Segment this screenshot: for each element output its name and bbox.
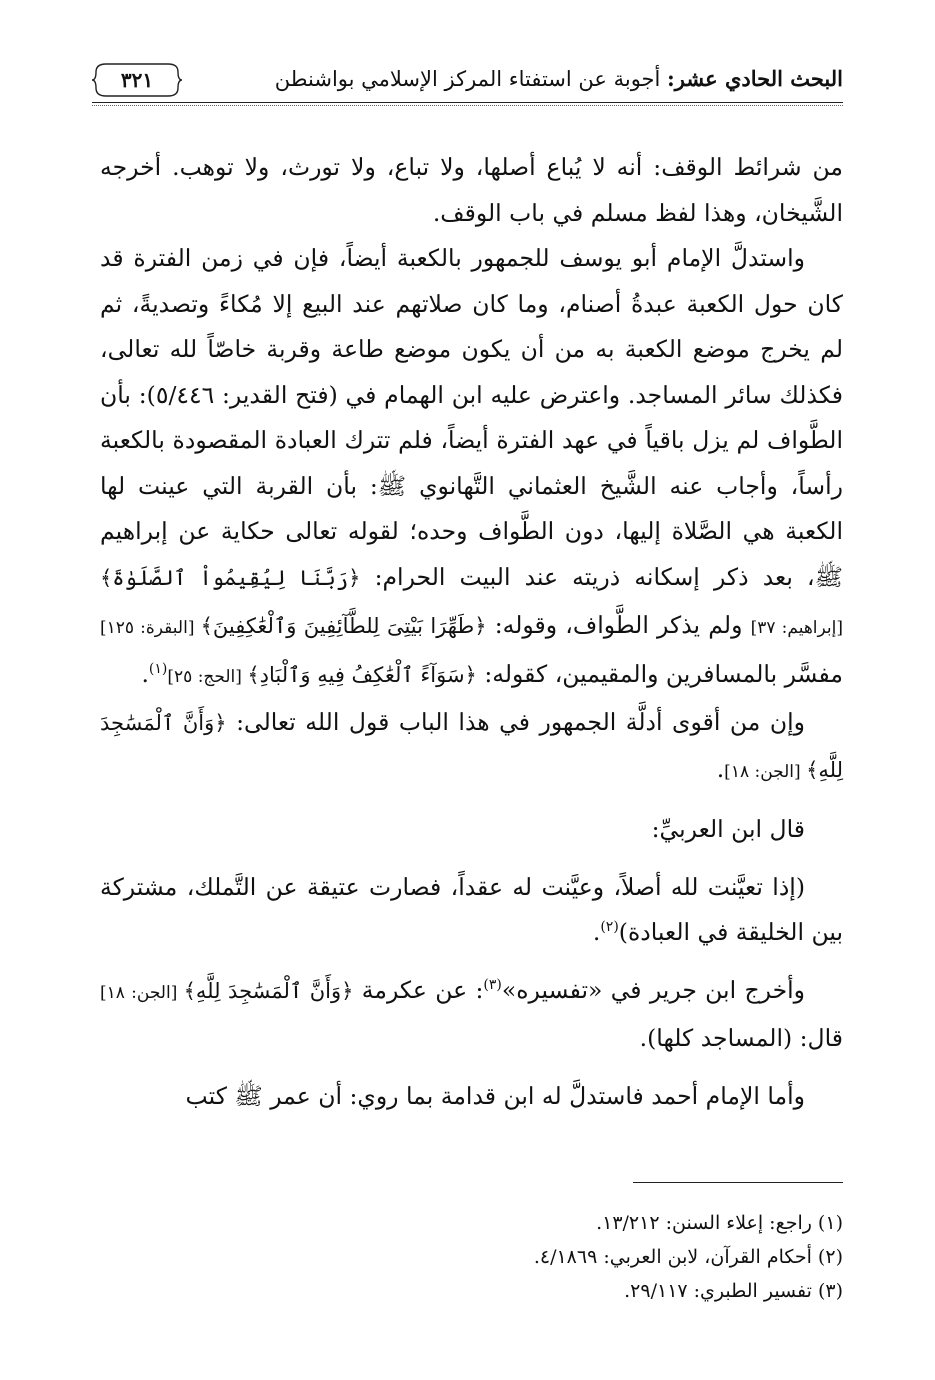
paragraph-5-text: (إذا تعيَّنت لله أصلاً، وعيَّنت له عقداً، فصارت عتيقة عن التَّملك، مشتركة بين الخليقة في العبادة): [100, 872, 843, 946]
quran-verse-4: ﴿وَأَنَّ ٱلْمَسَٰجِدَ لِلَّهِ﴾: [100, 711, 843, 782]
footnotes: [100, 1206, 843, 1308]
footnote-1: (١) راجع: إعلاء السنن: ١٣/٢١٢.: [596, 1212, 843, 1234]
footnote-marker-1[interactable]: (١): [148, 660, 168, 677]
footnote-2: (٢) أحكام القرآن، لابن العربي: ٤/١٨٦٩.: [533, 1246, 843, 1268]
page-number: [92, 62, 182, 98]
paragraph-6-text: وأخرج ابن جرير في «تفسيره»: [501, 975, 805, 1004]
paragraph-6-text-3: قال: (المساجد كلها).: [639, 1024, 843, 1052]
paragraph-1-text: من شرائط الوقف: أنه لا يُباع أصلها، ولا تباع، ولا تورث، ولا توهب. أخرجه الشَّيخان، وهذا لفظ مسلم في باب الوقف.: [100, 153, 843, 227]
paragraph-2-text-a: واستدلَّ الإمام أبو يوسف للجمهور بالكعبة أيضاً، فإن في زمن الفترة قد كان حول الكعبة عبدةُ أصنام، وما كان صلاتهم عند البيع إلا مُكاءً وتصديةً، ثم لم يخرج موضع الكعبة به من أن يكون موضع طاعة وقربة خاصّاً لله تعالى، فكذلك سائر المساجد. واعترض عليه ابن الهمام في (فتح القدير: ٥/٤٤٦): بأن الطَّواف لم يزل باقياً في عهد الفترة أيضاً، فلم تترك العبادة المقصودة بالكعبة رأساً، وأجاب عنه الشَّيخ العثماني التَّهانوي ﷺ: بأن القربة التي عينت لها الكعبة هي الصَّلاة إليها، دون الطَّواف وحده؛ لقوله تعالى حكاية عن إبراهيم ﷺ، بعد ذكر إسكانه ذريته عند البيت الحرام:: [100, 244, 844, 591]
main-text: [100, 145, 843, 1119]
quran-verse-1: ﴿رَبَّنَا لِيُقِيمُواْ ٱلصَّلَوٰةَ﴾: [100, 565, 361, 590]
footnote-marker-2[interactable]: (٢): [600, 919, 619, 936]
paragraph-2-end: .: [141, 659, 149, 688]
header-rule: [92, 102, 843, 106]
paragraph-2-text-b: ولم يذكر الطَّواف، وقوله:: [486, 611, 751, 639]
paragraph-7-text: وأما الإمام أحمد فاستدلَّ له ابن قدامة بما روي: أن عمر ﷺ كتب: [185, 1081, 805, 1110]
paragraph-3-end: .: [716, 754, 725, 783]
running-header: [92, 58, 843, 108]
header-title-rest: أجوبة عن استفتاء المركز الإسلامي بواشنطن: [274, 67, 668, 91]
quran-ref-3: [الحج: ٢٥]: [167, 666, 248, 687]
quran-verse-5: ﴿وَأَنَّ ٱلْمَسَٰجِدَ لِلَّهِ﴾: [183, 978, 354, 1003]
paragraph-6: [100, 968, 843, 1062]
paragraph-4: [100, 807, 843, 853]
footnote-separator: [633, 1182, 843, 1183]
quran-ref-5: [الجن: ١٨]: [100, 982, 184, 1003]
quran-ref-1: [إبراهيم: ٣٧]: [750, 618, 843, 638]
header-title: [275, 66, 843, 91]
page-number-text: ٣٢١: [120, 68, 154, 92]
paragraph-3-text: وإن من أقوى أدلَّة الجمهور في هذا الباب قول الله تعالى:: [226, 708, 805, 736]
paragraph-3: [100, 700, 843, 795]
quran-ref-2: [البقرة: ١٢٥]: [100, 618, 201, 638]
quran-ref-4: [الجن: ١٨]: [724, 761, 807, 782]
paragraph-5-end: .: [592, 918, 601, 946]
paragraph-6-text-2: : عن عكرمة: [353, 975, 484, 1004]
paragraph-5: [100, 865, 843, 956]
paragraph-1: [100, 145, 843, 236]
footnote-3: (٣) تفسير الطبري: ٢٩/١١٧.: [624, 1280, 843, 1302]
header-title-lead: البحث الحادي عشر:: [667, 66, 843, 91]
footnote-marker-3[interactable]: (٣): [483, 976, 502, 993]
paragraph-4-text: قال ابن العربيِّ:: [651, 815, 805, 843]
paragraph-2: [100, 236, 843, 700]
paragraph-7: [100, 1074, 843, 1120]
quran-verse-2: ﴿طَهِّرَا بَيْتِىَ لِلطَّآئِفِينَ وَٱلْعَٰكِفِينَ﴾: [200, 614, 487, 638]
quran-verse-3: ﴿سَوَآءً ٱلْعَٰكِفُ فِيهِ وَٱلْبَادِ﴾: [247, 662, 477, 687]
paragraph-2-text-c: مفسَّر بالمسافرين والمقيمين، كقوله:: [476, 659, 843, 688]
